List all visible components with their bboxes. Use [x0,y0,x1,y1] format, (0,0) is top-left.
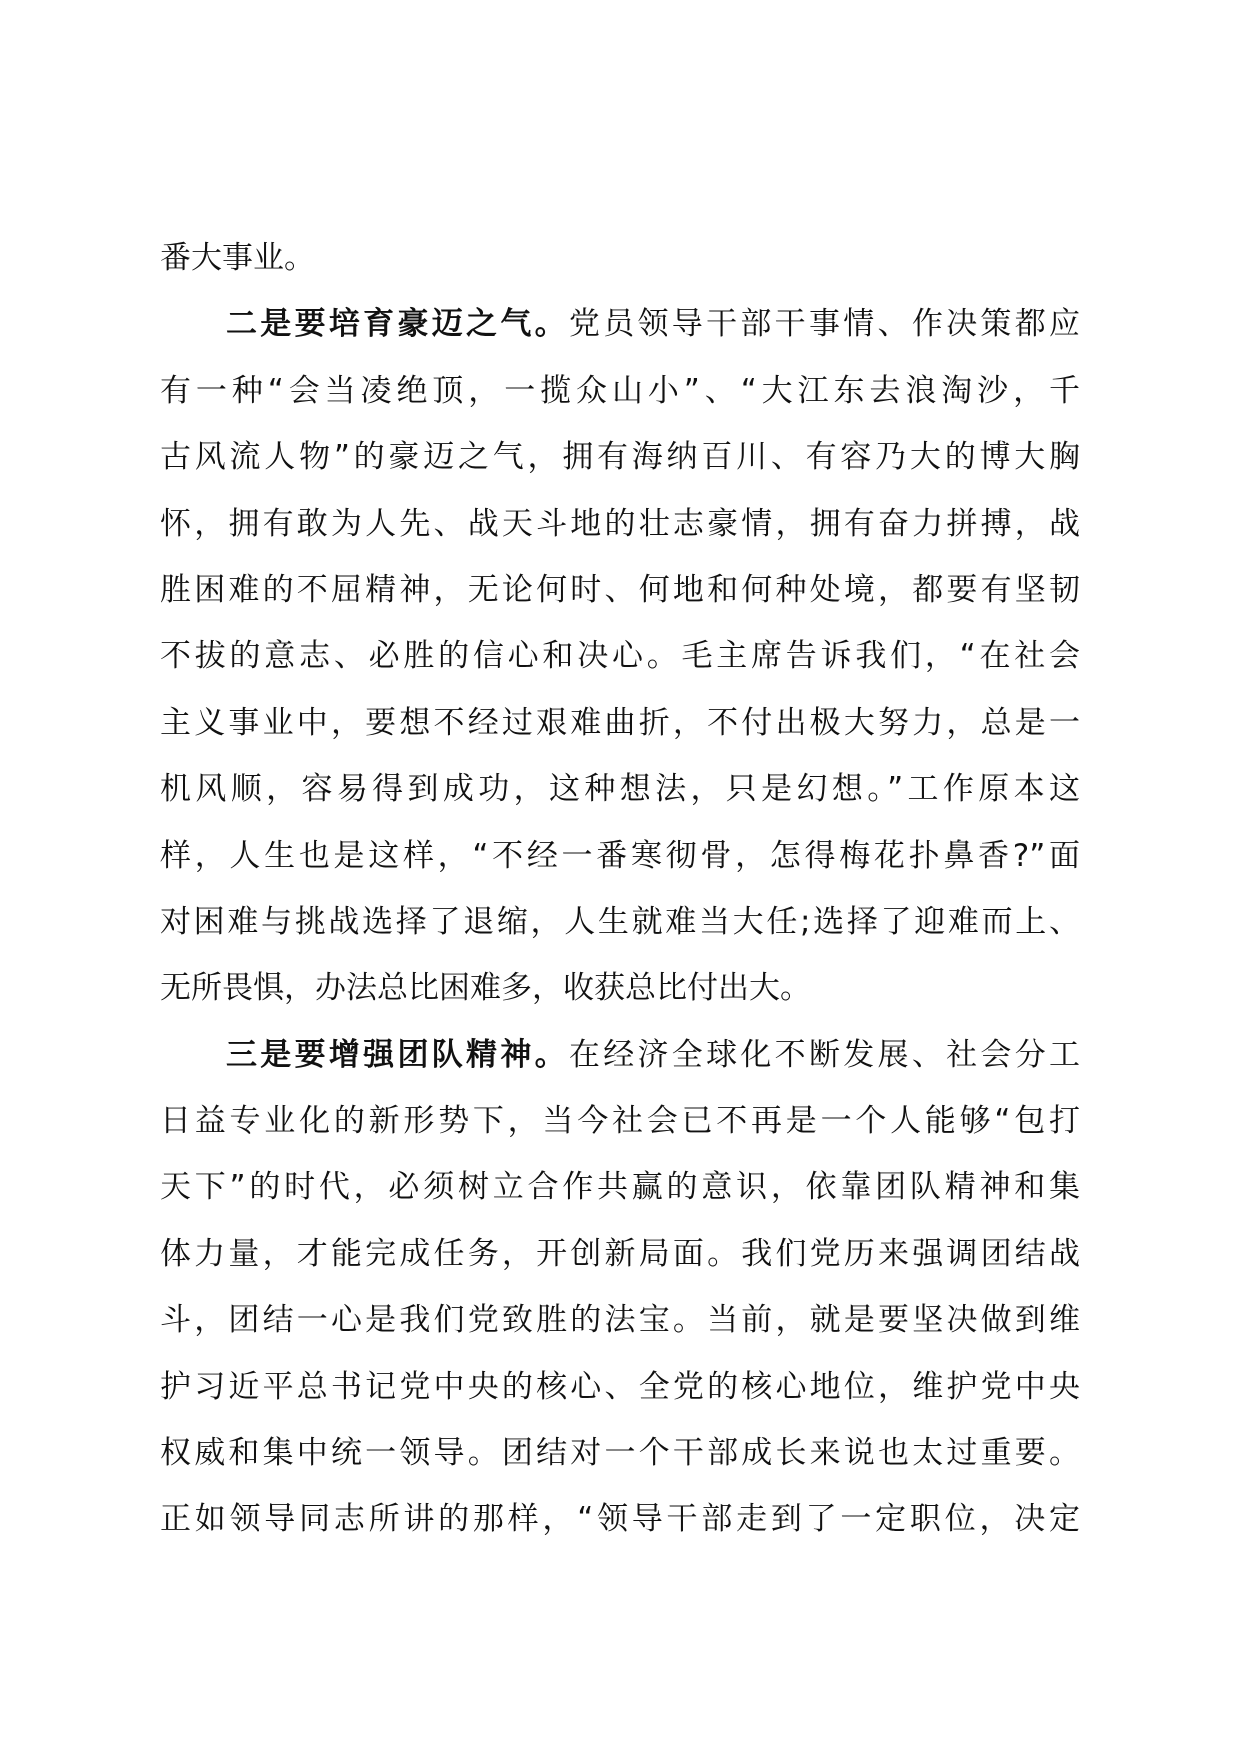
text-line [160,690,1080,756]
text-line [160,889,1080,955]
text-line [160,557,1080,623]
line-text: 天下”的时代，必须树立合作共赢的意识，依靠团队精神和集 [160,1169,1080,1206]
body-text [160,225,1080,1553]
line-text: 党员领导干部干事情、作决策都应 [568,306,1081,343]
text-line [160,1154,1080,1220]
text-line [160,955,1080,1021]
line-text: 对困难与挑战选择了退缩，人生就难当大任;选择了迎难而上、 [160,903,1080,940]
line-text: 日益专业化的新形势下，当今社会已不再是一个人能够“包打 [160,1103,1080,1140]
line-text: 在经济全球化不断发展、社会分工 [568,1036,1081,1073]
text-line [160,225,1080,291]
text-line [160,1287,1080,1353]
paragraph-heading: 三是要增强团队精神。 [226,1036,569,1073]
line-text: 护习近平总书记党中央的核心、全党的核心地位，维护党中央 [160,1368,1080,1405]
line-text: 权威和集中统一领导。团结对一个干部成长来说也太过重要。 [160,1435,1080,1472]
text-line [160,358,1080,424]
line-text: 体力量，才能完成任务，开创新局面。我们党历来强调团结战 [160,1235,1080,1272]
text-line [160,291,1080,357]
text-line [160,823,1080,889]
line-text: 番大事业。 [160,240,315,276]
text-line [160,491,1080,557]
text-line [160,1420,1080,1486]
line-text: 主义事业中，要想不经过艰难曲折，不付出极大努力，总是一 [160,704,1080,741]
paragraph-heading: 二是要培育豪迈之气。 [226,306,569,343]
text-line [160,1221,1080,1287]
text-line [160,424,1080,490]
text-line [160,756,1080,822]
line-text: 正如领导同志所讲的那样，“领导干部走到了一定职位，决定 [160,1501,1080,1538]
line-text: 不拔的意志、必胜的信心和决心。毛主席告诉我们，“在社会 [160,638,1080,675]
line-text: 有一种“会当凌绝顶，一揽众山小”、“大江东去浪淘沙，千 [160,372,1080,409]
line-text: 胜困难的不屈精神，无论何时、何地和何种处境，都要有坚韧 [160,571,1080,608]
line-text: 斗，团结一心是我们党致胜的法宝。当前，就是要坚决做到维 [160,1302,1080,1339]
text-line [160,1088,1080,1154]
text-line [160,623,1080,689]
line-text: 样，人生也是这样，“不经一番寒彻骨，怎得梅花扑鼻香?”面 [160,837,1080,874]
text-line [160,1022,1080,1088]
line-text: 无所畏惧，办法总比困难多，收获总比付出大。 [160,970,811,1007]
line-text: 古风流人物”的豪迈之气，拥有海纳百川、有容乃大的博大胸 [160,439,1080,476]
line-text: 怀，拥有敢为人先、战天斗地的壮志豪情，拥有奋力拼搏，战 [160,505,1080,542]
line-text: 机风顺，容易得到成功，这种想法，只是幻想。”工作原本这 [160,771,1080,808]
text-line [160,1486,1080,1552]
text-line [160,1354,1080,1420]
